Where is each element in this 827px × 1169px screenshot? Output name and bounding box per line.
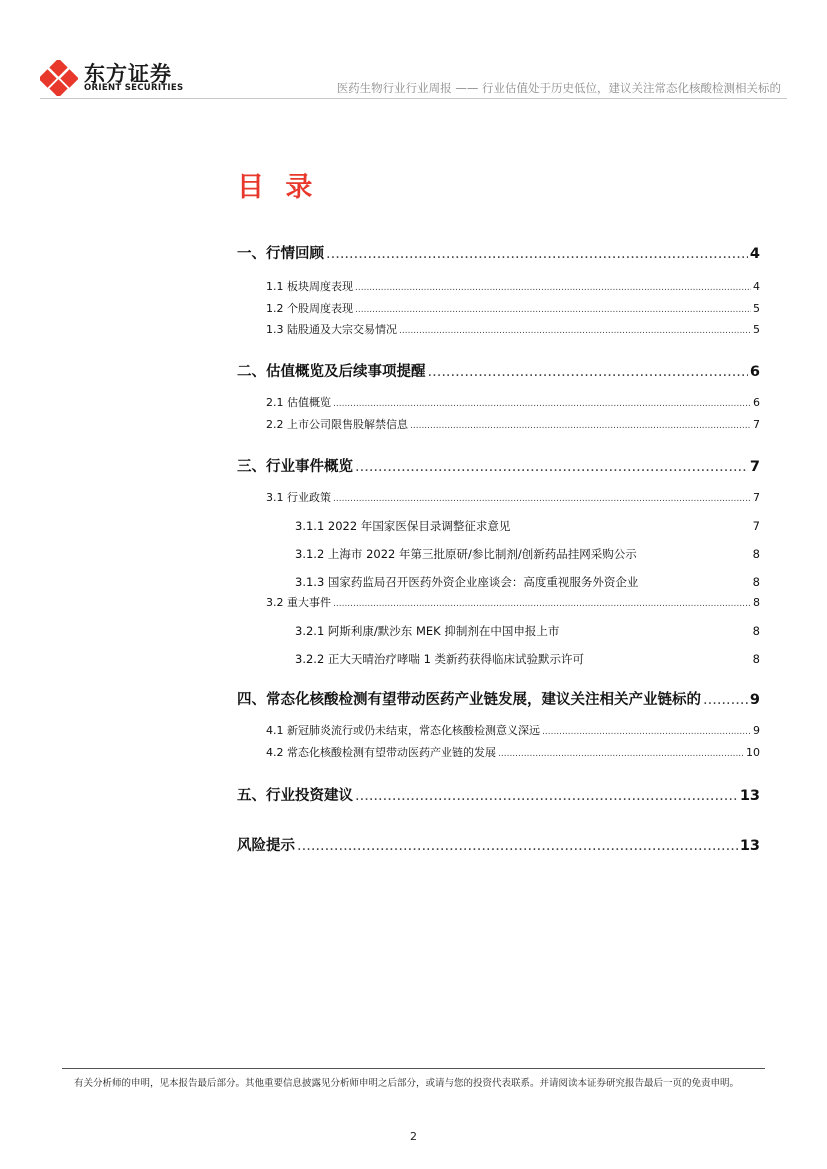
toc-leader-dots (428, 364, 748, 380)
toc-title: 目 录 (237, 172, 319, 203)
toc-entry-3-2-2[interactable] (295, 651, 760, 667)
toc-entry-text: 1.3 陆股通及大宗交易情况 (266, 323, 397, 336)
toc-entry-text: 风险提示 (237, 838, 295, 854)
toc-entry-page: 10 (746, 746, 760, 759)
toc-entry-section-1[interactable] (237, 242, 760, 263)
toc-entry-page: 7 (753, 491, 760, 504)
toc-entry-text: 4.2 常态化核酸检测有望带动医药产业链的发展 (266, 746, 496, 759)
toc-entry-text: 1.1 板块周度表现 (266, 280, 353, 293)
header-divider (40, 98, 787, 99)
toc-entry-page: 7 (749, 459, 760, 475)
toc-entry-text: 3.2.1 阿斯利康/默沙东 MEK 抑制剂在中国申报上市 (295, 624, 560, 638)
toc-leader-dots (333, 399, 751, 409)
toc-entry-page: 9 (749, 692, 760, 708)
footer-divider (62, 1068, 765, 1069)
toc-entry-3-1-1[interactable] (295, 518, 760, 534)
toc-entry-page: 8 (753, 596, 760, 609)
toc-entry-page: 13 (739, 838, 760, 854)
toc-entry-1-3[interactable] (266, 321, 760, 337)
toc-entry-3-1[interactable] (266, 489, 760, 505)
toc-entry-1-2[interactable] (266, 300, 760, 316)
toc-entry-page: 4 (753, 280, 760, 293)
toc-leader-dots (333, 494, 751, 504)
toc-entry-section-4[interactable] (237, 688, 760, 709)
toc-leader-dots (399, 326, 751, 336)
toc-entry-text: 1.2 个股周度表现 (266, 302, 353, 315)
toc-leader-dots (498, 749, 744, 759)
toc-entry-page: 6 (749, 364, 760, 380)
toc-entry-2-2[interactable] (266, 416, 760, 432)
toc-leader-dots (410, 421, 751, 431)
toc-entry-section-2[interactable] (237, 360, 760, 381)
toc-entry-2-1[interactable] (266, 394, 760, 410)
page-number: 2 (410, 1130, 417, 1143)
toc-entry-text: 三、行业事件概览 (237, 459, 353, 475)
toc-entry-page: 7 (753, 418, 760, 431)
toc-entry-text: 3.1 行业政策 (266, 491, 331, 504)
toc-leader-dots (703, 692, 748, 708)
toc-entry-3-2[interactable] (266, 594, 760, 610)
toc-leader-dots (333, 599, 751, 609)
toc-entry-text: 四、常态化核酸检测有望带动医药产业链发展，建议关注相关产业链标的 (237, 692, 701, 708)
toc-entry-section-3[interactable] (237, 455, 760, 476)
toc-entry-text: 3.1.2 上海市 2022 年第三批原研/参比制剂/创新药品挂网采购公示 (295, 547, 637, 561)
toc-entry-3-1-3[interactable] (295, 574, 760, 590)
toc-entry-page: 5 (753, 323, 760, 336)
toc-entry-4-2[interactable] (266, 744, 760, 760)
toc-entry-risk[interactable] (237, 834, 760, 855)
toc-entry-page: 5 (753, 302, 760, 315)
company-logo (40, 58, 184, 98)
toc-leader-dots (355, 459, 748, 475)
toc-entry-page: 8 (752, 624, 760, 638)
toc-entry-3-1-2[interactable] (295, 546, 760, 562)
toc-entry-page: 9 (753, 724, 760, 737)
report-header-title: 医药生物行业行业周报 —— 行业估值处于历史低位，建议关注常态化核酸检测相关标的 (336, 81, 781, 95)
toc-entry-page: 13 (739, 788, 760, 804)
toc-entry-text: 一、行情回顾 (237, 246, 324, 262)
toc-leader-dots (542, 727, 751, 737)
toc-entry-page: 6 (753, 396, 760, 409)
toc-leader-dots (355, 788, 738, 804)
logo-english-name: ORIENT SECURITIES (84, 83, 184, 93)
logo-chinese-name: 东方证券 (84, 62, 172, 86)
toc-entry-text: 五、行业投资建议 (237, 788, 353, 804)
toc-entry-section-5[interactable] (237, 784, 760, 805)
toc-entry-text: 2.1 估值概览 (266, 396, 331, 409)
toc-entry-3-2-1[interactable] (295, 623, 760, 639)
toc-leader-dots (355, 305, 751, 315)
toc-entry-text: 3.1.1 2022 年国家医保目录调整征求意见 (295, 519, 511, 533)
toc-entry-page: 7 (752, 519, 760, 533)
toc-entry-page: 8 (752, 547, 760, 561)
toc-leader-dots (326, 246, 748, 262)
toc-entry-text: 3.1.3 国家药监局召开医药外资企业座谈会：高度重视服务外资企业 (295, 575, 639, 589)
toc-entry-4-1[interactable] (266, 722, 760, 738)
toc-entry-text: 4.1 新冠肺炎流行或仍未结束，常态化核酸检测意义深远 (266, 724, 540, 737)
toc-leader-dots (355, 283, 751, 293)
toc-entry-text: 二、估值概览及后续事项提醒 (237, 364, 426, 380)
toc-entry-text: 2.2 上市公司限售股解禁信息 (266, 418, 408, 431)
toc-entry-page: 4 (749, 246, 760, 262)
footer-disclaimer: 有关分析师的申明，见本报告最后部分。其他重要信息披露见分析师申明之后部分，或请与您的投资代表联系。并请阅读本证券研究报告最后一页的免责申明。 (74, 1078, 740, 1089)
toc-entry-1-1[interactable] (266, 278, 760, 294)
toc-entry-page: 8 (752, 575, 760, 589)
toc-leader-dots (297, 838, 738, 854)
toc-entry-text: 3.2 重大事件 (266, 596, 331, 609)
orient-logo-icon (40, 60, 78, 96)
toc-entry-page: 8 (752, 652, 760, 666)
toc-entry-text: 3.2.2 正大天晴治疗哮喘 1 类新药获得临床试验默示许可 (295, 652, 585, 666)
